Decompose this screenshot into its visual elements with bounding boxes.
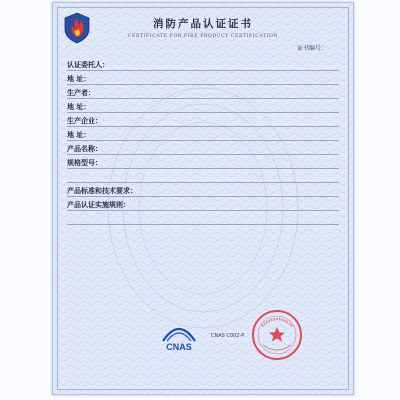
field-underline (67, 224, 339, 225)
field-row (67, 144, 106, 154)
field-row (67, 88, 99, 98)
field-label: 认证委托人： (67, 61, 109, 69)
field-row (67, 214, 71, 222)
field-underline (67, 112, 339, 113)
field-row (67, 200, 134, 210)
field-label: 产品标准和技术要求： (67, 187, 137, 195)
field-row (67, 186, 141, 196)
field-underline (67, 70, 339, 71)
field-underline (67, 182, 339, 183)
official-red-seal-icon (251, 309, 303, 361)
field-underline (67, 196, 339, 197)
field-label: 生产者： (67, 89, 95, 97)
field-label: 地 址： (67, 75, 91, 83)
field-label: 生产企业： (67, 117, 102, 125)
cnas-caption-line-3: CNAS C002-P (211, 333, 245, 339)
field-row (67, 74, 94, 84)
field-underline (67, 210, 339, 211)
field-underline (67, 140, 339, 141)
cnas-mark-label: CNAS (166, 342, 192, 352)
field-label: 产品名称： (67, 145, 102, 153)
certificate-number-label: 证书编号： (296, 45, 327, 52)
field-label: 规格型号： (67, 159, 102, 167)
field-underline (67, 154, 339, 155)
field-underline (67, 126, 339, 127)
field-row (67, 60, 113, 70)
certificate-number (297, 43, 327, 52)
certificate-subtitle: CERTIFICATE FOR FIRE PRODUCT CERTIFICATION (127, 34, 279, 39)
field-underline (67, 98, 339, 99)
certificate (52, 2, 354, 395)
field-label: 产品认证实施规则： (67, 201, 130, 209)
field-row (67, 172, 71, 180)
field-row (67, 158, 106, 168)
field-underline (67, 168, 339, 169)
certificate-title: 消防产品认证证书 (153, 18, 253, 30)
cnas-caption (211, 333, 244, 339)
field-row (67, 102, 94, 112)
field-underline (67, 84, 339, 85)
field-row (67, 116, 106, 126)
field-label: 地 址： (67, 131, 91, 139)
cnas-accreditation-mark-icon (159, 319, 199, 353)
field-row (67, 130, 94, 140)
field-label: 地 址： (67, 103, 91, 111)
